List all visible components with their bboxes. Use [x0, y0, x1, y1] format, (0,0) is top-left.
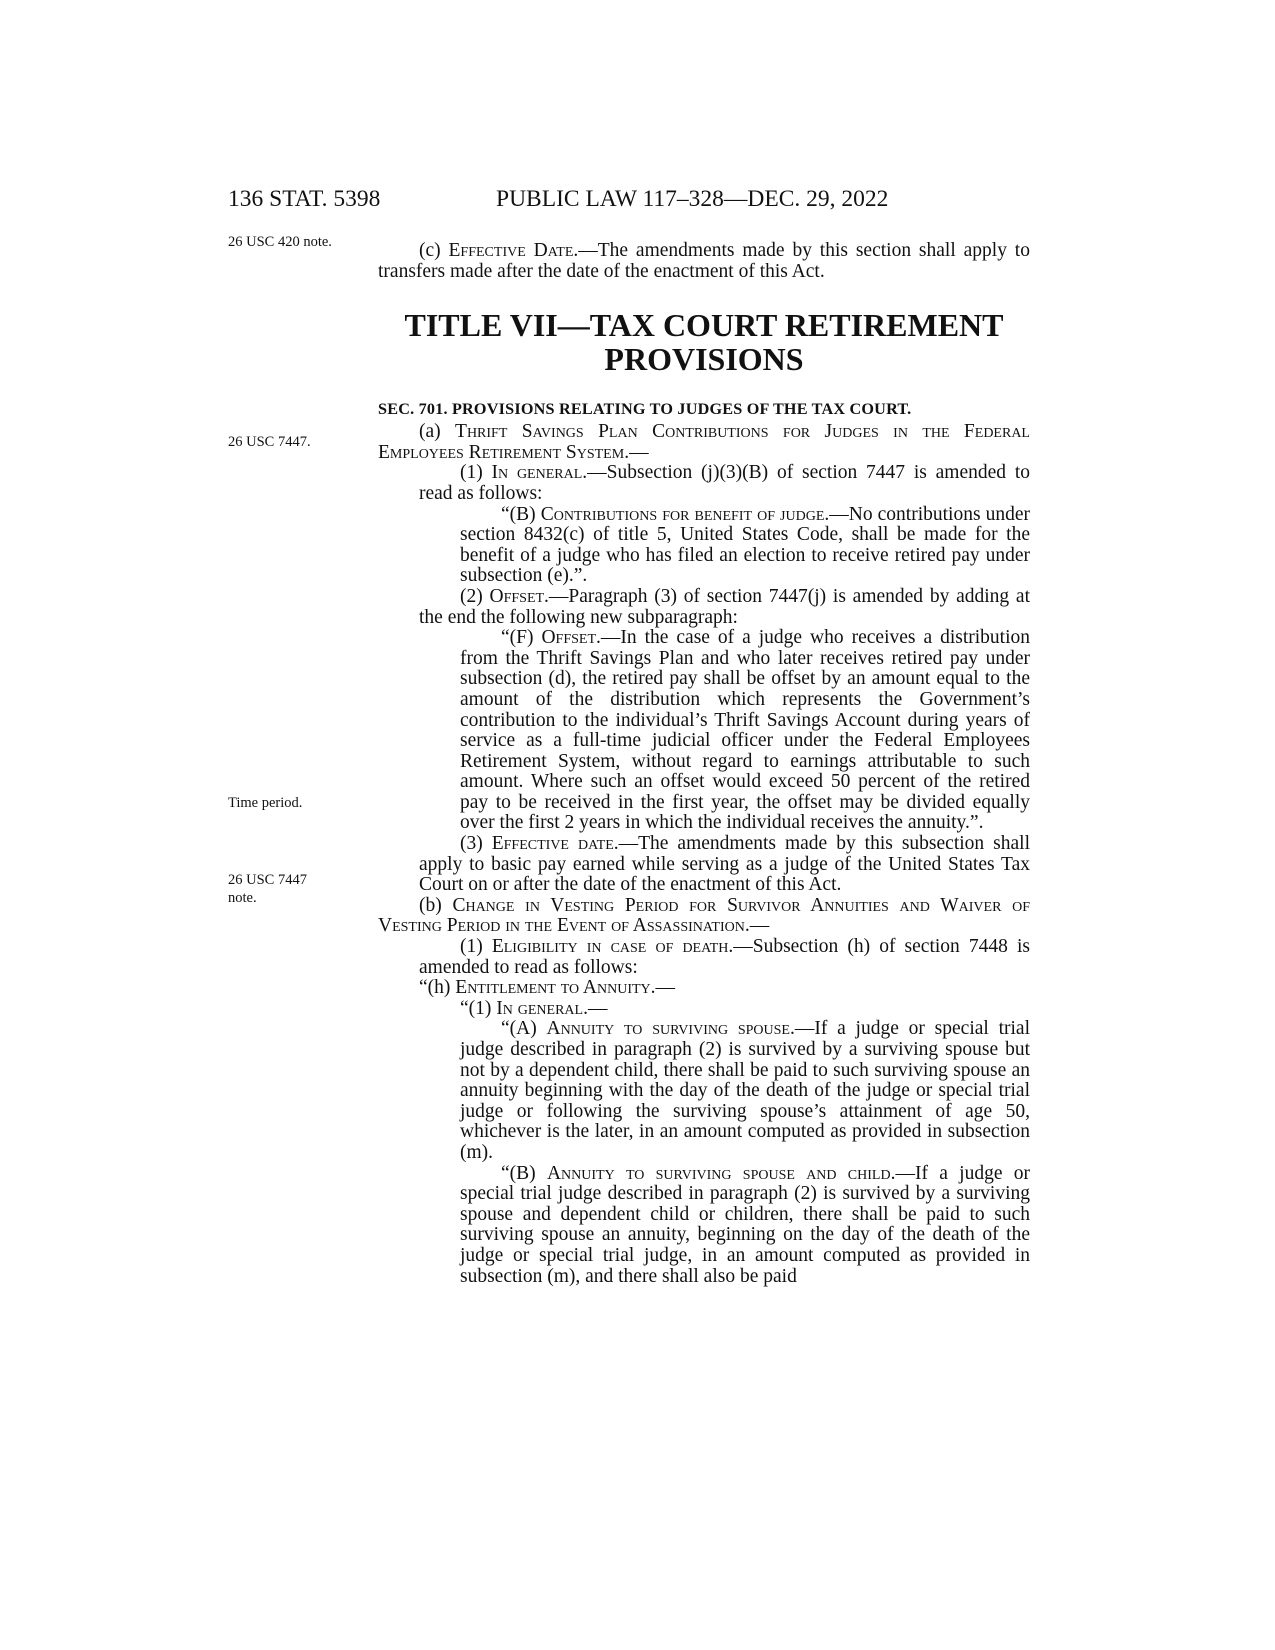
margin-note-line: 26 USC 7447 — [228, 872, 307, 888]
heading-effective-date: Effective Date — [448, 240, 574, 261]
paragraph-c: (c) Effective Date.—The amendments made by this section shall apply to transfers made after the date of the enactment of this Act. — [378, 240, 1030, 282]
margin-note-usc-420: 26 USC 420 note. — [228, 234, 332, 250]
subsection-h: “(h) Entitlement to Annuity.— — [419, 977, 676, 999]
subparagraph-a2f: “(F) Offset.—In the case of a judge who receives a distribution from the Thrift Savings Plan and who later receives retired pay under subsection (d), the retired pay shall be offset by an amount equal to the amount of the distribution which represents the Government’s contribution to the individual’s Thrift Savings Account during years of service as a full-time judicial officer under the Federal Employees Retirement System, without regard to earnings attributable to such amount. Where such an offset would exceed 50 percent of the retired pay to be received in the first year, the offset may be divided equally over the first 2 years in which the individual receives the annuity.”. — [460, 627, 1030, 834]
title-vii-heading: TITLE VII—TAX COURT RETIREMENT PROVISIONS — [404, 307, 1004, 378]
subsection-b: (b) Change in Vesting Period for Survivor Annuities and Waiver of Vesting Period in the Event of Assassination.— — [378, 894, 1031, 937]
margin-note-time-period: Time period. — [228, 795, 303, 811]
subsection-a: (a) Thrift Savings Plan Contributions for Judges in the Federal Employees Retirement System.— — [378, 421, 1030, 463]
subparagraph-a1b: “(B) Contributions for benefit of judge.—No contributions under section 8432(c) of title 5, United States Code, shall be made for the benefit of a judge who has filed an election to receive retired pay under subsection (e).”. — [460, 503, 1030, 587]
margin-note-line: note. — [228, 890, 257, 906]
paragraph-a3: (3) Effective date.—The amendments made by this subsection shall apply to basic pay earned while serving as a judge of the United States Tax Court on or after the date of the enactment of this Act. — [419, 833, 1030, 896]
document-body — [378, 241, 1030, 1287]
heading-vesting-period: Change in Vesting Period for Survivor Annuities and Waiver of Vesting Period in the Event of Assassination — [378, 894, 1031, 937]
paragraph-a1: (1) In general.—Subsection (j)(3)(B) of section 7447 is amended to read as follows: — [419, 462, 1030, 504]
subparagraph-hb: “(B) Annuity to surviving spouse and child.—If a judge or special trial judge described in paragraph (2) is survived by a surviving spouse and dependent child or children, there shall be paid to such surviving spouse an annuity, beginning on the day of the death of the judge or special trial judge, in an amount computed as provided in subsection (m), and there shall also be paid — [460, 1162, 1030, 1287]
margin-note-usc-7447-note — [228, 871, 350, 907]
page-header — [228, 182, 1028, 216]
paragraph-h1: “(1) In general.— — [460, 997, 608, 1019]
heading-thrift-savings: Thrift Savings Plan Contributions for Judges in the Federal Employees Retirement System — [378, 421, 1030, 463]
running-head: PUBLIC LAW 117–328—DEC. 29, 2022 — [496, 186, 889, 212]
margin-note-usc-7447: 26 USC 7447. — [228, 434, 311, 450]
section-701-heading: SEC. 701. PROVISIONS RELATING TO JUDGES OF THE TAX COURT. — [378, 400, 912, 419]
paragraph-a2: (2) Offset.—Paragraph (3) of section 7447(j) is amended by adding at the end the following new subparagraph: — [419, 585, 1030, 628]
stat-page-number: 136 STAT. 5398 — [228, 186, 381, 212]
subparagraph-ha: “(A) Annuity to surviving spouse.—If a judge or special trial judge described in paragraph (2) is survived by a surviving spouse but not by a dependent child, there shall be paid to such surviving spouse an annuity beginning with the day of the death of the judge or special trial judge or following the surviving spouse’s attainment of age 50, whichever is the later, in an amount computed as provided in subsection (m). — [460, 1018, 1030, 1163]
paragraph-b1: (1) Eligibility in case of death.—Subsection (h) of section 7448 is amended to read as follows: — [419, 936, 1030, 978]
